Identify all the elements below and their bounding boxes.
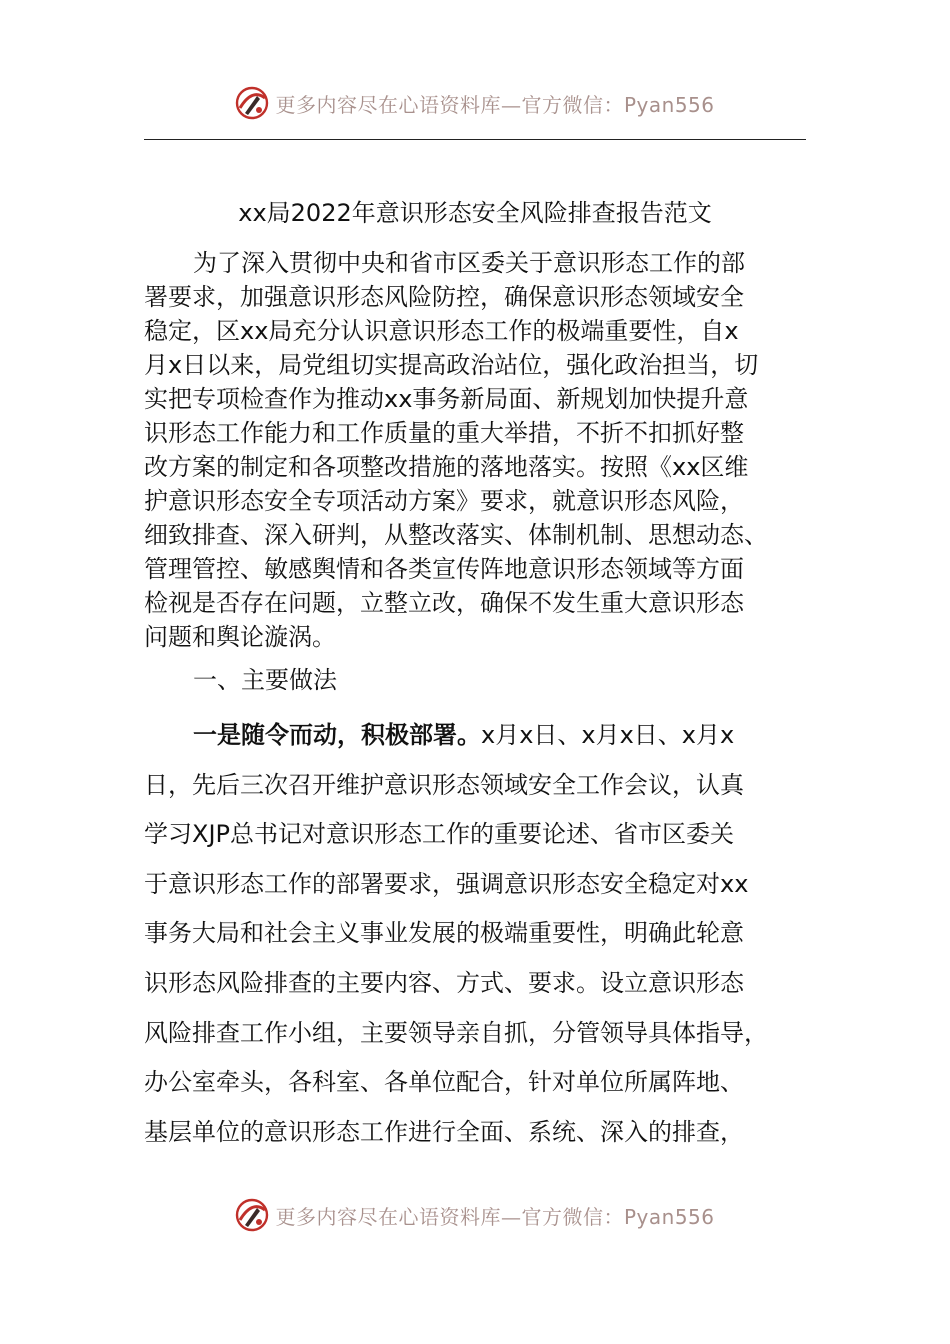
watermark-text: 更多内容尽在心语资料库—官方微信：Pyan556 (275, 1204, 715, 1229)
text-line: 识形态工作能力和工作质量的重大举措，不折不扣抓好整 (144, 419, 744, 447)
text-line (144, 711, 806, 761)
text-line: 管理管控、敏感舆情和各类宣传阵地意识形态领域等方面 (144, 555, 744, 583)
header-watermark (0, 83, 950, 123)
text-line: 检视是否存在问题，立整立改，确保不发生重大意识形态 (144, 589, 744, 617)
text-line: 基层单位的意识形态工作进行全面、系统、深入的排查， (144, 1117, 744, 1146)
text-line: 事务大局和社会主义事业发展的极端重要性，明确此轮意 (144, 919, 744, 948)
text-line: 风险排查工作小组，主要领导亲自抓，分管领导具体指导， (144, 1018, 768, 1047)
paragraph-lead-rest: x月x日、x月x日、x月x (481, 721, 735, 749)
text-line: 实把专项检查作为推动xx事务新局面、新规划加快提升意 (144, 385, 749, 413)
red-circular-logo-icon (235, 1198, 269, 1232)
text-line: 日，先后三次召开维护意识形态领域安全工作会议，认真 (144, 770, 744, 799)
text-line: 稳定，区xx局充分认识意识形态工作的极端重要性，自x (144, 317, 739, 345)
text-line: 月x日以来，局党组切实提高政治站位，强化政治担当，切 (144, 351, 759, 379)
text-line: 改方案的制定和各项整改措施的落地落实。按照《xx区维 (144, 453, 749, 481)
section-heading: 一、主要做法 (193, 666, 337, 694)
text-line: 识形态风险排查的主要内容、方式、要求。设立意识形态 (144, 968, 744, 997)
text-line: 问题和舆论漩涡。 (144, 623, 336, 651)
header-divider (144, 139, 806, 140)
intro-paragraph (144, 246, 806, 654)
text-line: 学习XJP总书记对意识形态工作的重要论述、省市区委关 (144, 820, 734, 849)
document-title: xx局2022年意识形态安全风险排查报告范文 (238, 199, 712, 227)
wechat-id: Pyan556 (623, 92, 715, 117)
red-circular-logo-icon (235, 86, 269, 120)
text-line: 细致排查、深入研判，从整改落实、体制机制、思想动态、 (144, 521, 768, 549)
text-line: 为了深入贯彻中央和省市区委关于意识形态工作的部 (193, 249, 745, 277)
text-line: 办公室牵头，各科室、各单位配合，针对单位所属阵地、 (144, 1068, 744, 1097)
text-line: 署要求，加强意识形态风险防控，确保意识形态领域安全 (144, 283, 744, 311)
watermark-text: 更多内容尽在心语资料库—官方微信：Pyan556 (275, 92, 715, 117)
text-line: 于意识形态工作的部署要求，强调意识形态安全稳定对xx (144, 869, 749, 898)
footer-watermark (0, 1195, 950, 1235)
wechat-id: Pyan556 (623, 1204, 715, 1229)
text-line: 护意识形态安全专项活动方案》要求，就意识形态风险， (144, 487, 744, 515)
measures-paragraph (144, 711, 806, 1157)
paragraph-lead: 一是随令而动，积极部署。 (193, 721, 481, 749)
